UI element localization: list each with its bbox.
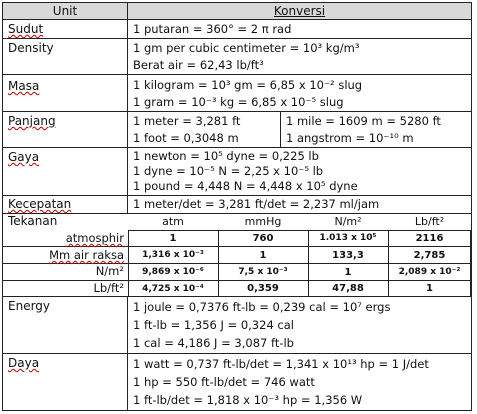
conversion-table [2,2,472,411]
header-unit: Unit [3,3,128,19]
table-cell: 1 [344,267,352,278]
tekanan-col-mmhg: mmHg [244,215,282,228]
gaya-line-2: 1 dyne = 10⁻⁵ N = 2,25 x 10⁻⁵ lb [133,164,324,178]
energy-line-3: 1 cal = 4,186 J = 3,087 ft-lb [133,336,294,350]
table-cell: 0,359 [247,283,279,294]
tekanan-col-nm2: N/m² [334,215,362,228]
table-cell: 2,089 x 10⁻² [398,267,461,277]
label-gaya: Gaya [3,148,128,195]
table-cell: 1 [426,283,433,294]
tekanan-col-lbft2: Lb/ft² [414,215,445,228]
table-cell: 760 [252,233,274,244]
label-tekanan: Tekanan [8,214,58,228]
row-daya [3,354,471,411]
table-cell: 47,88 [332,283,364,294]
table-header [3,3,471,20]
row-sudut [3,20,471,39]
row-panjang [3,112,471,148]
panjang-line-1b: 1 mile = 1609 m = 5280 ft [286,114,441,128]
label-sudut: Sudut [3,20,128,38]
label-energy: Energy [3,297,128,353]
tekanan-row-mm-air-raksa: Mm air raksa [49,248,124,262]
table-cell: 1 [259,250,267,261]
energy-line-1: 1 joule = 0,7376 ft-lb = 0,239 cal = 10⁷ ergs [133,300,391,314]
energy-line-2: 1 ft-lb = 1,356 J = 0,324 cal [133,318,294,332]
panjang-line-1a: 1 meter = 3,281 ft [133,114,241,128]
label-density: Density [3,39,128,74]
gaya-line-1: 1 newton = 10⁵ dyne = 0,225 lb [133,149,319,163]
density-line-1: 1 gm per cubic centimeter = 10³ kg/m³ [133,41,360,55]
tekanan-row-lbft2: Lb/ft² [93,281,124,295]
tekanan-row-nm2: N/m² [95,264,124,278]
label-panjang: Panjang [3,112,128,147]
daya-line-2: 1 hp = 550 ft-lb/det = 746 watt [133,375,315,389]
row-energy [3,297,471,354]
row-tekanan [3,214,471,297]
table-cell: 7,5 x 10⁻³ [238,267,288,277]
label-kecepatan: Kecepatan [3,196,128,213]
panjang-line-2b: 1 angstrom = 10⁻¹⁰ m [286,131,414,145]
masa-line-1: 1 kilogram = 10³ gm = 6,85 x 10⁻² slug [133,78,363,92]
daya-line-3: 1 ft-lb/det = 1,818 x 10⁻³ hp = 1,356 W [133,393,363,407]
table-cell: 1,316 x 10⁻³ [142,250,204,260]
label-masa: Masa [3,75,128,111]
row-kecepatan [3,196,471,214]
tekanan-row-atmosphir: atmosphir [65,231,124,245]
gaya-line-3: 1 pound = 4,448 N = 4,448 x 10⁵ dyne [133,179,358,193]
kecepatan-line-1: 1 meter/det = 3,281 ft/det = 2,237 ml/jam [133,197,380,211]
table-cell: 1.013 x 10⁵ [319,233,377,243]
row-density [3,39,471,75]
header-konversi: Konversi [273,4,326,18]
density-line-2: Berat air = 62,43 lb/ft³ [133,58,264,72]
table-cell: 2,785 [413,250,446,261]
row-gaya [3,148,471,196]
table-cell: 1 [169,233,177,244]
sudut-line-1: 1 putaran = 360° = 2 π rad [133,22,292,36]
table-cell: 2116 [415,233,444,244]
table-cell: 133,3 [332,250,364,261]
tekanan-col-atm: atm [162,215,184,228]
panjang-line-2a: 1 foot = 0,3048 m [133,131,239,145]
table-cell: 9,869 x 10⁻⁶ [142,267,204,277]
label-daya: Daya [3,354,128,411]
row-masa [3,75,471,112]
daya-line-1: 1 watt = 0,737 ft-lb/det = 1,341 x 10¹³ hp = 1 J/det [133,357,429,371]
table-cell: 4,725 x 10⁻⁴ [142,284,204,294]
masa-line-2: 1 gram = 10⁻³ kg = 6,85 x 10⁻⁵ slug [133,95,344,109]
